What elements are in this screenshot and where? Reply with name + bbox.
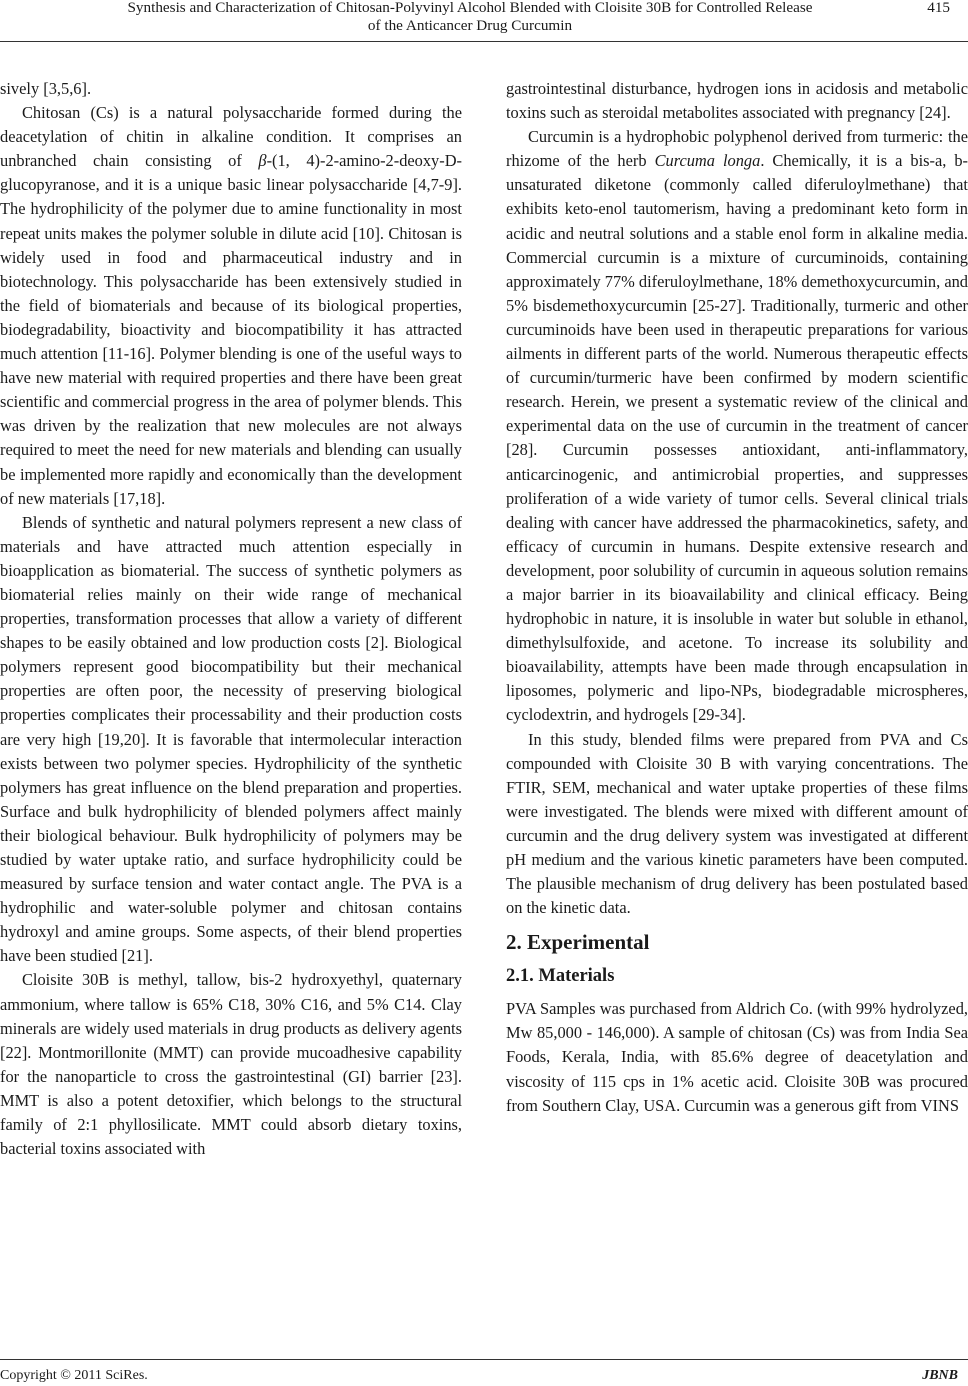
running-title xyxy=(40,0,900,35)
paragraph-continuation: sively [3,5,6]. xyxy=(0,79,92,98)
paragraph-materials: PVA Samples was purchased from Aldrich Co. (with 99% hydrolyzed, Mw 85,000 - 146,000). A sample of chitosan (Cs) was from India Sea Foods, Kerala, India, with 85.6% degree of deacetylation and viscosity of 115 cps in 1% acetic acid. Cloisite 30B was procured from Southern Clay, USA. Curcumin was a generous gift from VINS xyxy=(506,999,968,1115)
paragraph-study: In this study, blended films were prepared from PVA and Cs compounded with Cloisite 30 B with varying concentrations. The FTIR, SEM, mechanical and water uptake properties of these films were investigated. The blends were mixed with different amount of curcumin and the drug delivery system was investigated at different pH medium and the various kinetic parameters have been computed. The plausible mechanism of drug delivery has been postulated based on the kinetic data. xyxy=(506,729,968,918)
section-heading-experimental: 2. Experimental xyxy=(506,930,650,955)
paragraph-blends: Blends of synthetic and natural polymers represent a new class of materials and have attracted much attention especially in bioapplication as biomaterial. The success of synthetic polymers as biomaterial relies mainly on their wide range of mechanical properties, transformation processes that allow a variety of different shapes to be easily obtained and low production costs [2]. Biological polymers represent good biocompatibility but their mechanical properties are often poor, the necessity of preserving biological properties complicates their processability and their production costs are very high [19,20]. It is favorable that intermolecular interaction exists between two polymer species. Hydrophilicity of the synthetic polymers has great influence on the blend preparation and properties. Surface and bulk hydrophilicity of blended polymers affect mainly their biological behaviour. Bulk hydrophilicity of polymers may be studied by water uptake ratio, and surface hydrophilicity could be measured by surface tension and water contact angle. The PVA is a hydrophilic and water-soluble polymer and chitosan contains hydroxyl and amine groups. Some aspects, of their blend properties have been studied [21]. xyxy=(0,512,462,966)
left-column xyxy=(0,77,462,1161)
beta-symbol: β xyxy=(258,151,267,171)
header-divider xyxy=(0,41,968,42)
running-header xyxy=(0,0,968,44)
running-title-line-2: of the Anticancer Drug Curcumin xyxy=(367,17,573,34)
species-name: Curcuma longa xyxy=(654,151,761,171)
paragraph-text: Curcumin is a hydrophobic polyphenol derived from turmeric: the rhizome of the herb xyxy=(506,127,968,171)
paragraph-chitosan xyxy=(0,101,462,511)
paragraph-text: -(1, 4)-2-amino-2-deoxy-D-glucopyranose, and it is a unique basic linear polysaccharide [4,7-9]. The hydrophilicity of the polymer due to amine functionality in most repeat units makes the polymer soluble in dilute acid [10]. Chitosan is widely used in food and pharmaceutical industry and in biotechnology. This polysaccharide has been extensively studied in the field of biomaterials and because of its biological properties, biodegradability, bioactivity and biocompatibility it has attracted much attention [11-16]. Polymer blending is one of the useful ways to have new material with required properties and there have been great scientific and commercial progress in the area of polymer blends. This was driven by the realization that new molecules are not always required to meet the need for new materials and blending can usually be implemented more rapidly and economically than the development of new materials [17,18]. xyxy=(0,151,463,508)
paragraph-continuation: gastrointestinal disturbance, hydrogen ions in acidosis and metabolic toxins such as steroidal metabolites associated with pregnancy [24]. xyxy=(506,79,968,123)
subsection-heading-materials: 2.1. Materials xyxy=(506,966,615,987)
paragraph-text: Chitosan (Cs) is a natural polysaccharide formed during the deacetylation of chitin in alkaline condition. It comprises an unbranched chain consisting of xyxy=(0,103,462,171)
paragraph-cloisite: Cloisite 30B is methyl, tallow, bis-2 hydroxyethyl, quaternary ammonium, where tallow is 65% C18, 30% C16, and 5% C14. Clay minerals are widely used materials in drug products as delivery agents [22]. Montmorillonite (MMT) can provide mucoadhesive capability for the nanoparticle to cross the gastrointestinal (GI) barrier [23]. MMT is also a potent detoxifier, which belongs to the structural family of 2:1 phyllosilicate. MMT could absorb dietary toxins, bacterial toxins associated with xyxy=(0,970,462,1159)
right-column xyxy=(506,77,968,1118)
paragraph-curcumin xyxy=(506,125,968,727)
running-title-line-1: Synthesis and Characterization of Chitosan-Polyvinyl Alcohol Blended with Cloisite 30B for Controlled Release xyxy=(127,0,813,16)
footer-divider xyxy=(0,1359,968,1360)
page-number: 415 xyxy=(927,0,950,16)
copyright-notice: Copyright © 2011 SciRes. xyxy=(0,1368,148,1383)
paragraph-text: . Chemically, it is a bis-a, b-unsaturated diketone (commonly called diferuloylmethane) that exhibits keto-enol tautomerism, having a predominant keto form in acidic and neutral solutions and a stable enol form in alkaline media. Commercial curcumin is a mixture of curcuminoids, containing approximately 77% diferuloylmethane, 18% demethoxycurcumin, and 5% bisdemethoxycurcumin [25-27]. Traditionally, turmeric and other curcuminoids have been used in therapeutic preparations for various ailments in different parts of the world. Numerous therapeutic effects of curcumin/turmeric have been confirmed by modern scientific research. Herein, we present a systematic review of the clinical and experimental data on the use of curcumin in the treatment of cancer [28]. Curcumin possesses antioxidant, anti-inflammatory, anticarcinogenic, and antimicrobial properties, and suppresses proliferation of a wide variety of tumor cells. Several clinical trials dealing with cancer have addressed the pharmacokinetics, safety, and efficacy of curcumin in humans. Despite extensive research and development, poor solubility of curcumin in aqueous solution remains a major barrier in its bioavailability and clinical efficacy. Being hydrophobic in nature, it is insoluble in water but soluble in ethanol, dimethylsulfoxide, and acetone. To increase its solubility and bioavailability, attempts have been made through encapsulation in liposomes, polymeric and lipo-NPs, biodegradable microspheres, cyclodextrin, and hydrogels [29-34]. xyxy=(506,151,968,725)
journal-abbreviation: JBNB xyxy=(922,1368,958,1383)
